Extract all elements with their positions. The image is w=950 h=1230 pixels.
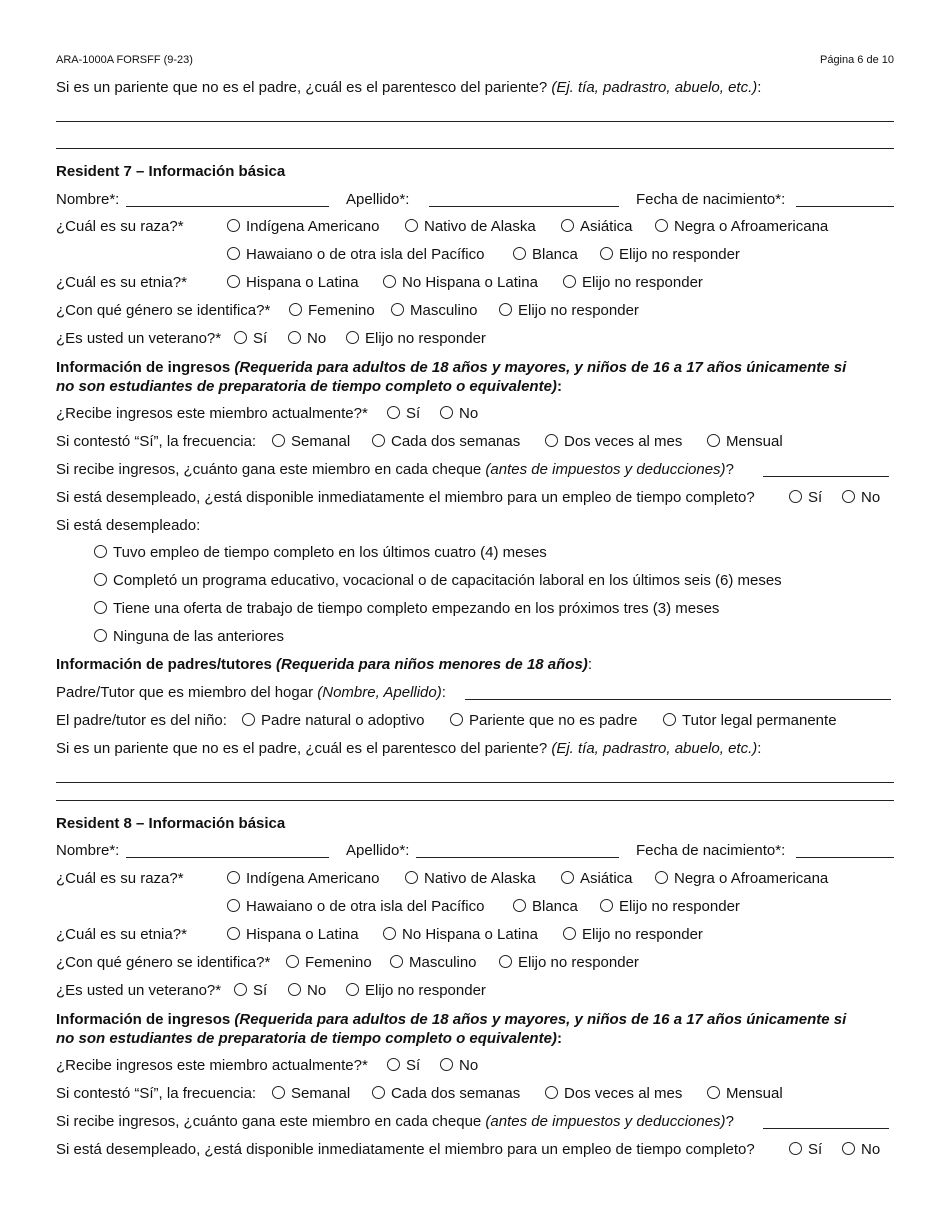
amount-field[interactable] bbox=[763, 476, 889, 477]
frequency-option[interactable]: Dos veces al mes bbox=[545, 433, 682, 450]
radio-icon[interactable] bbox=[440, 1058, 453, 1071]
unemployed-option[interactable]: Tiene una oferta de trabajo de tiempo completo empezando en los próximos tres (3) meses bbox=[94, 600, 719, 620]
relative-question-suffix: : bbox=[757, 740, 762, 757]
resident-7-veteran-row bbox=[56, 330, 894, 350]
veteran-label: ¿Es usted un veterano?* bbox=[56, 330, 222, 347]
lastname-field[interactable] bbox=[429, 206, 619, 207]
receives-option[interactable]: No bbox=[440, 405, 478, 422]
radio-icon[interactable] bbox=[346, 983, 359, 996]
resident-7-frequency-row bbox=[56, 433, 894, 453]
radio-icon[interactable] bbox=[789, 1142, 802, 1155]
gender-option[interactable]: Femenino bbox=[289, 302, 375, 319]
name-label: Nombre*: bbox=[56, 191, 120, 208]
gender-option[interactable]: Elijo no responder bbox=[499, 302, 639, 319]
resident-8-frequency-row bbox=[56, 1085, 894, 1105]
available-option[interactable]: Sí bbox=[789, 1141, 822, 1158]
resident-8-name-row bbox=[56, 842, 894, 862]
income-title: Información de ingresos bbox=[56, 1011, 235, 1028]
radio-icon[interactable] bbox=[227, 871, 240, 884]
name-field[interactable] bbox=[126, 857, 329, 858]
resident-8-income-heading bbox=[56, 1010, 894, 1048]
radio-icon[interactable] bbox=[94, 601, 107, 614]
radio-icon[interactable] bbox=[272, 434, 285, 447]
radio-icon[interactable] bbox=[227, 247, 240, 260]
relative-answer-line[interactable] bbox=[56, 782, 894, 783]
guardian-type-option[interactable]: Padre natural o adoptivo bbox=[242, 712, 424, 729]
veteran-option[interactable]: Elijo no responder bbox=[346, 330, 486, 347]
section-divider bbox=[56, 800, 894, 801]
resident-8-receives-row bbox=[56, 1057, 894, 1077]
relative-question-example: (Ej. tía, padrastro, abuelo, etc.) bbox=[551, 740, 758, 757]
gender-option[interactable]: Masculino bbox=[391, 302, 478, 319]
radio-icon[interactable] bbox=[405, 871, 418, 884]
race-option[interactable]: Negra o Afroamericana bbox=[655, 218, 828, 235]
radio-icon[interactable] bbox=[391, 303, 404, 316]
race-option[interactable]: Blanca bbox=[513, 898, 578, 915]
amount-suffix: ? bbox=[725, 461, 734, 478]
resident-7-amount-row bbox=[56, 461, 894, 481]
ethnicity-label: ¿Cuál es su etnia?* bbox=[56, 274, 187, 291]
race-label: ¿Cuál es su raza?* bbox=[56, 870, 184, 887]
frequency-option[interactable]: Cada dos semanas bbox=[372, 1085, 520, 1102]
radio-icon[interactable] bbox=[789, 490, 802, 503]
race-option[interactable]: Asiática bbox=[561, 870, 633, 887]
gender-option[interactable]: Masculino bbox=[390, 954, 477, 971]
form-page bbox=[56, 0, 894, 1230]
frequency-option[interactable]: Mensual bbox=[707, 1085, 783, 1102]
available-option[interactable]: No bbox=[842, 489, 880, 506]
relative-question-suffix: : bbox=[757, 79, 762, 96]
radio-icon[interactable] bbox=[655, 871, 668, 884]
radio-icon[interactable] bbox=[383, 275, 396, 288]
radio-icon[interactable] bbox=[234, 331, 247, 344]
name-field[interactable] bbox=[126, 206, 329, 207]
lastname-label: Apellido*: bbox=[346, 842, 410, 859]
receives-label: ¿Recibe ingresos este miembro actualmente?* bbox=[56, 1057, 368, 1074]
relative-question-top bbox=[56, 79, 761, 99]
race-option[interactable]: Elijo no responder bbox=[600, 246, 740, 263]
radio-icon[interactable] bbox=[600, 247, 613, 260]
radio-icon[interactable] bbox=[234, 983, 247, 996]
ethnicity-option[interactable]: Hispana o Latina bbox=[227, 274, 359, 291]
name-label: Nombre*: bbox=[56, 842, 120, 859]
radio-icon[interactable] bbox=[440, 406, 453, 419]
radio-icon[interactable] bbox=[227, 927, 240, 940]
amount-field[interactable] bbox=[763, 1128, 889, 1129]
lastname-label: Apellido*: bbox=[346, 191, 410, 208]
receives-label: ¿Recibe ingresos este miembro actualmente?* bbox=[56, 405, 368, 422]
receives-option[interactable]: Sí bbox=[387, 1057, 420, 1074]
lastname-field[interactable] bbox=[416, 857, 619, 858]
gender-option[interactable]: Elijo no responder bbox=[499, 954, 639, 971]
radio-icon[interactable] bbox=[707, 1086, 720, 1099]
dob-label: Fecha de nacimiento*: bbox=[636, 842, 786, 859]
receives-option[interactable]: No bbox=[440, 1057, 478, 1074]
amount-note: (antes de impuestos y deducciones) bbox=[485, 1113, 726, 1130]
resident-7-title: Resident 7 – Información básica bbox=[56, 163, 286, 180]
parents-note: (Requerida para niños menores de 18 años) bbox=[276, 656, 588, 673]
resident-7-available-row bbox=[56, 489, 894, 509]
resident-8-amount-row bbox=[56, 1113, 894, 1133]
form-id: ARA-1000A FORSFF (9-23) bbox=[56, 54, 193, 66]
radio-icon[interactable] bbox=[94, 629, 107, 642]
income-note-2: no son estudiantes de preparatoria de tiempo completo o equivalente) bbox=[56, 1030, 557, 1047]
amount-question bbox=[56, 461, 734, 478]
radio-icon[interactable] bbox=[655, 219, 668, 232]
available-option[interactable]: Sí bbox=[789, 489, 822, 506]
race-option[interactable]: Asiática bbox=[561, 218, 633, 235]
resident-7-parents-heading bbox=[56, 656, 592, 676]
parents-note-end: : bbox=[587, 656, 592, 673]
race-option[interactable]: Elijo no responder bbox=[600, 898, 740, 915]
radio-icon[interactable] bbox=[372, 434, 385, 447]
relative-question-text: Si es un pariente que no es el padre, ¿cuál es el parentesco del pariente? bbox=[56, 740, 552, 757]
radio-icon[interactable] bbox=[289, 303, 302, 316]
dob-field[interactable] bbox=[796, 857, 894, 858]
gender-label: ¿Con qué género se identifica?* bbox=[56, 302, 271, 319]
radio-icon[interactable] bbox=[94, 573, 107, 586]
radio-icon[interactable] bbox=[563, 927, 576, 940]
radio-icon[interactable] bbox=[561, 219, 574, 232]
resident-7-ethnicity-row bbox=[56, 274, 894, 294]
guardian-type-option[interactable]: Tutor legal permanente bbox=[663, 712, 837, 729]
radio-icon[interactable] bbox=[227, 219, 240, 232]
radio-icon[interactable] bbox=[450, 713, 463, 726]
resident-8-veteran-row bbox=[56, 982, 894, 1002]
relative-question-text: Si es un pariente que no es el padre, ¿cuál es el parentesco del pariente? bbox=[56, 79, 552, 96]
section-divider bbox=[56, 148, 894, 149]
frequency-option[interactable]: Mensual bbox=[707, 433, 783, 450]
race-option[interactable]: Nativo de Alaska bbox=[405, 218, 536, 235]
radio-icon[interactable] bbox=[561, 871, 574, 884]
radio-icon[interactable] bbox=[563, 275, 576, 288]
guardian-question bbox=[56, 684, 446, 701]
radio-icon[interactable] bbox=[286, 955, 299, 968]
radio-icon[interactable] bbox=[288, 983, 301, 996]
guardian-type-label: El padre/tutor es del niño: bbox=[56, 712, 227, 729]
resident-7-receives-row bbox=[56, 405, 894, 425]
available-option[interactable]: No bbox=[842, 1141, 880, 1158]
resident-7-name-row bbox=[56, 191, 894, 211]
race-option[interactable]: Negra o Afroamericana bbox=[655, 870, 828, 887]
veteran-option[interactable]: No bbox=[288, 982, 326, 999]
frequency-label: Si contestó “Sí”, la frecuencia: bbox=[56, 1085, 257, 1102]
resident-8-available-row bbox=[56, 1141, 894, 1161]
radio-icon[interactable] bbox=[545, 1086, 558, 1099]
resident-8-race-row-1 bbox=[56, 870, 894, 890]
income-note-1: (Requerida para adultos de 18 años y mayores, y niños de 16 a 17 años únicamente si bbox=[234, 359, 847, 376]
radio-icon[interactable] bbox=[387, 1058, 400, 1071]
resident-7-income-heading bbox=[56, 358, 894, 396]
veteran-option[interactable]: Sí bbox=[234, 330, 267, 347]
frequency-option[interactable]: Semanal bbox=[272, 1085, 350, 1102]
income-note-2: no son estudiantes de preparatoria de tiempo completo o equivalente) bbox=[56, 378, 557, 395]
radio-icon[interactable] bbox=[842, 1142, 855, 1155]
ethnicity-option[interactable]: Elijo no responder bbox=[563, 926, 703, 943]
dob-label: Fecha de nacimiento*: bbox=[636, 191, 786, 208]
income-note-end: : bbox=[556, 1030, 562, 1047]
race-label: ¿Cuál es su raza?* bbox=[56, 218, 184, 235]
radio-icon[interactable] bbox=[242, 713, 255, 726]
radio-icon[interactable] bbox=[663, 713, 676, 726]
radio-icon[interactable] bbox=[545, 434, 558, 447]
available-label: Si está desempleado, ¿está disponible inmediatamente el miembro para un empleo de tiempo completo? bbox=[56, 489, 755, 506]
relative-question-example: (Ej. tía, padrastro, abuelo, etc.) bbox=[551, 79, 758, 96]
radio-icon[interactable] bbox=[227, 899, 240, 912]
amount-note: (antes de impuestos y deducciones) bbox=[485, 461, 726, 478]
guardian-text: Padre/Tutor que es miembro del hogar bbox=[56, 684, 318, 701]
radio-icon[interactable] bbox=[600, 899, 613, 912]
resident-7-guardian-type-row bbox=[56, 712, 894, 732]
guardian-suffix: : bbox=[441, 684, 446, 701]
resident-8-gender-row bbox=[56, 954, 894, 974]
amount-text: Si recibe ingresos, ¿cuánto gana este miembro en cada cheque bbox=[56, 461, 486, 478]
ethnicity-option[interactable]: No Hispana o Latina bbox=[383, 926, 538, 943]
radio-icon[interactable] bbox=[405, 219, 418, 232]
radio-icon[interactable] bbox=[94, 545, 107, 558]
unemployed-label: Si está desempleado: bbox=[56, 517, 201, 534]
radio-icon[interactable] bbox=[842, 490, 855, 503]
resident-7-race-row-2 bbox=[56, 246, 894, 266]
radio-icon[interactable] bbox=[272, 1086, 285, 1099]
radio-icon[interactable] bbox=[387, 406, 400, 419]
race-option[interactable]: Hawaiano o de otra isla del Pacífico bbox=[227, 246, 484, 263]
veteran-option[interactable]: No bbox=[288, 330, 326, 347]
race-option[interactable]: Indígena Americano bbox=[227, 870, 379, 887]
income-note-1: (Requerida para adultos de 18 años y mayores, y niños de 16 a 17 años únicamente si bbox=[234, 1011, 847, 1028]
resident-8-race-row-2 bbox=[56, 898, 894, 918]
radio-icon[interactable] bbox=[227, 275, 240, 288]
frequency-label: Si contestó “Sí”, la frecuencia: bbox=[56, 433, 257, 450]
ethnicity-option[interactable]: Elijo no responder bbox=[563, 274, 703, 291]
veteran-option[interactable]: Sí bbox=[234, 982, 267, 999]
radio-icon[interactable] bbox=[288, 331, 301, 344]
unemployed-option[interactable]: Tuvo empleo de tiempo completo en los últimos cuatro (4) meses bbox=[94, 544, 547, 564]
available-label: Si está desempleado, ¿está disponible inmediatamente el miembro para un empleo de tiempo completo? bbox=[56, 1141, 755, 1158]
radio-icon[interactable] bbox=[499, 955, 512, 968]
resident-7-gender-row bbox=[56, 302, 894, 322]
dob-field[interactable] bbox=[796, 206, 894, 207]
page-number: Página 6 de 10 bbox=[819, 54, 894, 66]
amount-text: Si recibe ingresos, ¿cuánto gana este miembro en cada cheque bbox=[56, 1113, 486, 1130]
gender-label: ¿Con qué género se identifica?* bbox=[56, 954, 271, 971]
resident-8-ethnicity-row bbox=[56, 926, 894, 946]
income-note-end: : bbox=[556, 378, 562, 395]
gender-option[interactable]: Femenino bbox=[286, 954, 372, 971]
resident-7-guardian-row bbox=[56, 684, 894, 704]
ethnicity-label: ¿Cuál es su etnia?* bbox=[56, 926, 187, 943]
race-option[interactable]: Hawaiano o de otra isla del Pacífico bbox=[227, 898, 484, 915]
resident-8-title: Resident 8 – Información básica bbox=[56, 815, 286, 832]
unemployed-option[interactable]: Ninguna de las anteriores bbox=[94, 628, 284, 648]
ethnicity-option[interactable]: Hispana o Latina bbox=[227, 926, 359, 943]
ethnicity-option[interactable]: No Hispana o Latina bbox=[383, 274, 538, 291]
race-option[interactable]: Indígena Americano bbox=[227, 218, 379, 235]
resident-7-relative-question bbox=[56, 740, 761, 760]
guardian-field[interactable] bbox=[465, 699, 891, 700]
radio-icon[interactable] bbox=[390, 955, 403, 968]
income-title: Información de ingresos bbox=[56, 359, 235, 376]
radio-icon[interactable] bbox=[383, 927, 396, 940]
race-option[interactable]: Nativo de Alaska bbox=[405, 870, 536, 887]
amount-suffix: ? bbox=[725, 1113, 734, 1130]
race-option[interactable]: Blanca bbox=[513, 246, 578, 263]
veteran-label: ¿Es usted un veterano?* bbox=[56, 982, 222, 999]
veteran-option[interactable]: Elijo no responder bbox=[346, 982, 486, 999]
radio-icon[interactable] bbox=[513, 247, 526, 260]
radio-icon[interactable] bbox=[707, 434, 720, 447]
frequency-option[interactable]: Semanal bbox=[272, 433, 350, 450]
amount-question bbox=[56, 1113, 734, 1130]
relative-answer-line[interactable] bbox=[56, 121, 894, 122]
radio-icon[interactable] bbox=[499, 303, 512, 316]
guardian-note: (Nombre, Apellido) bbox=[317, 684, 442, 701]
unemployed-option[interactable]: Completó un programa educativo, vocacional o de capacitación laboral en los últimos seis (6) meses bbox=[94, 572, 782, 592]
resident-7-race-row-1 bbox=[56, 218, 894, 238]
parents-title: Información de padres/tutores bbox=[56, 656, 277, 673]
receives-option[interactable]: Sí bbox=[387, 405, 420, 422]
radio-icon[interactable] bbox=[346, 331, 359, 344]
frequency-option[interactable]: Cada dos semanas bbox=[372, 433, 520, 450]
frequency-option[interactable]: Dos veces al mes bbox=[545, 1085, 682, 1102]
radio-icon[interactable] bbox=[372, 1086, 385, 1099]
guardian-type-option[interactable]: Pariente que no es padre bbox=[450, 712, 637, 729]
radio-icon[interactable] bbox=[513, 899, 526, 912]
